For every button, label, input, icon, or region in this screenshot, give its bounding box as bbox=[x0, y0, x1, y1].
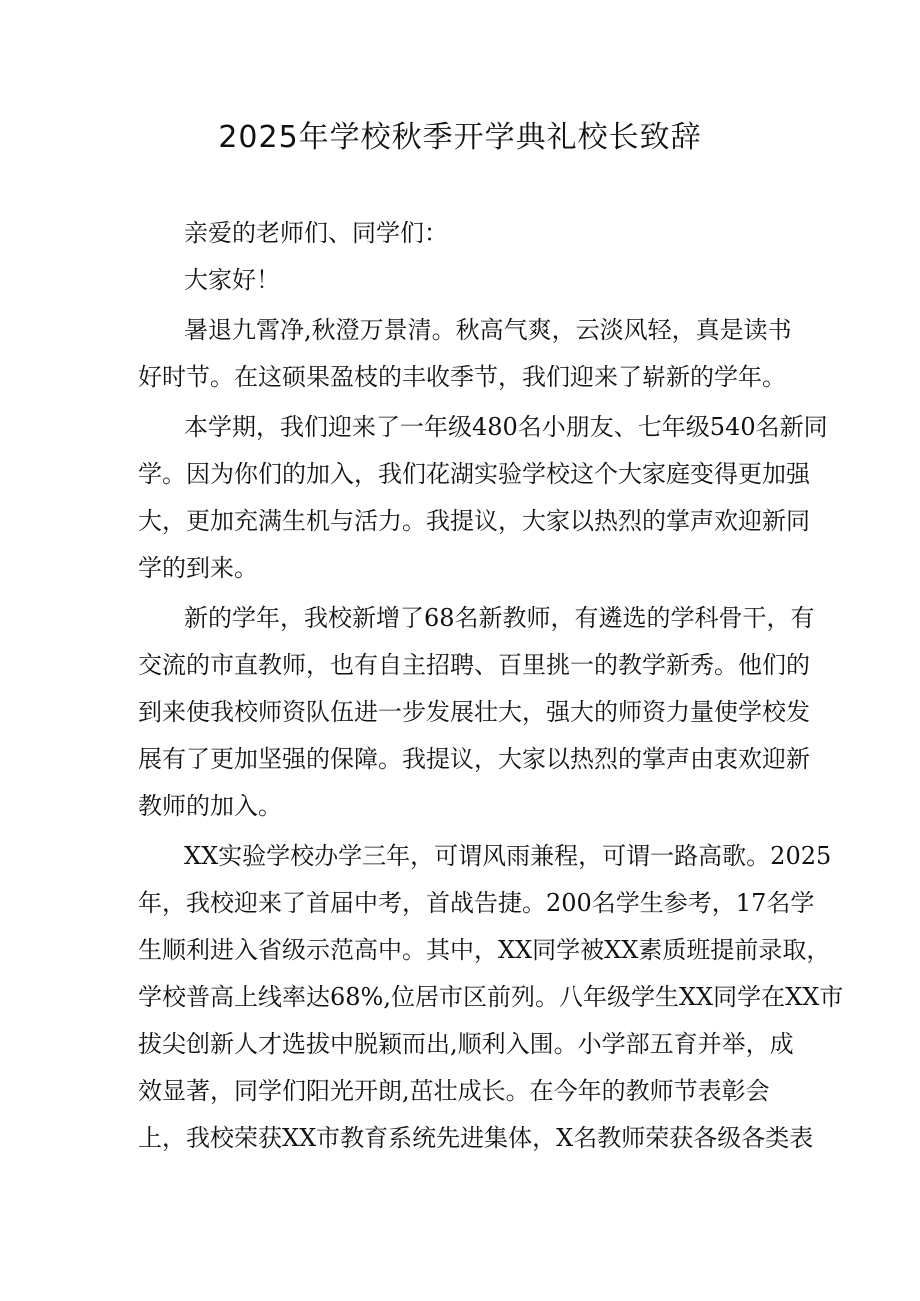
paragraph-4 bbox=[138, 833, 844, 1162]
greeting: 大家好！ bbox=[184, 266, 280, 294]
paragraph-line: XX实验学校办学三年，可谓风雨兼程，可谓一路高歌。2025 bbox=[184, 842, 832, 870]
paragraph-line: 学的到来。 bbox=[138, 554, 258, 582]
paragraph-line: 学。因为你们的加入，我们花湖实验学校这个大家庭变得更加强 bbox=[138, 460, 810, 488]
document-title: 2025年学校秋季开学典礼校长致辞 bbox=[218, 120, 702, 155]
paragraph-line: 效显著，同学们阳光开朗,茁壮成长。在今年的教师节表彰会 bbox=[138, 1077, 770, 1105]
paragraph-line: 到来使我校师资队伍进一步发展壮大，强大的师资力量使学校发 bbox=[138, 698, 810, 726]
document-body bbox=[138, 210, 844, 1162]
salutation: 亲爱的老师们、同学们： bbox=[184, 219, 448, 247]
paragraph-line: 展有了更加坚强的保障。我提议，大家以热烈的掌声由衷欢迎新 bbox=[138, 745, 810, 773]
paragraph-line: 暑退九霄净,秋澄万景清。秋高气爽，云淡风轻，真是读书 bbox=[184, 316, 792, 344]
paragraph-line: 大，更加充满生机与活力。我提议，大家以热烈的掌声欢迎新同 bbox=[138, 507, 810, 535]
paragraph-line: 拔尖创新人才选拔中脱颖而出,顺利入围。小学部五育并举，成 bbox=[138, 1030, 794, 1058]
paragraph-line: 生顺利进入省级示范高中。其中，XX同学被XX素质班提前录取， bbox=[138, 936, 831, 964]
paragraph-line: 本学期，我们迎来了一年级480名小朋友、七年级540名新同 bbox=[184, 413, 828, 441]
paragraph-line: 上，我校荣获XX市教育系统先进集体，X名教师荣获各级各类表 bbox=[138, 1124, 814, 1152]
paragraph-3 bbox=[138, 595, 815, 830]
paragraph-1 bbox=[138, 307, 798, 401]
paragraph-line: 年，我校迎来了首届中考，首战告捷。200名学生参考，17名学 bbox=[138, 889, 815, 917]
paragraph-line: 学校普高上线率达68%,位居市区前列。八年级学生XX同学在XX市 bbox=[138, 983, 844, 1011]
paragraph-line: 新的学年，我校新增了68名新教师，有遴选的学科骨干，有 bbox=[184, 604, 815, 632]
paragraph-2 bbox=[138, 404, 828, 592]
paragraph-line: 好时节。在这硕果盈枝的丰收季节，我们迎来了崭新的学年。 bbox=[138, 363, 786, 391]
paragraph-line: 交流的市直教师，也有自主招聘、百里挑一的教学新秀。他们的 bbox=[138, 651, 810, 679]
paragraph-line: 教师的加入。 bbox=[138, 792, 282, 820]
